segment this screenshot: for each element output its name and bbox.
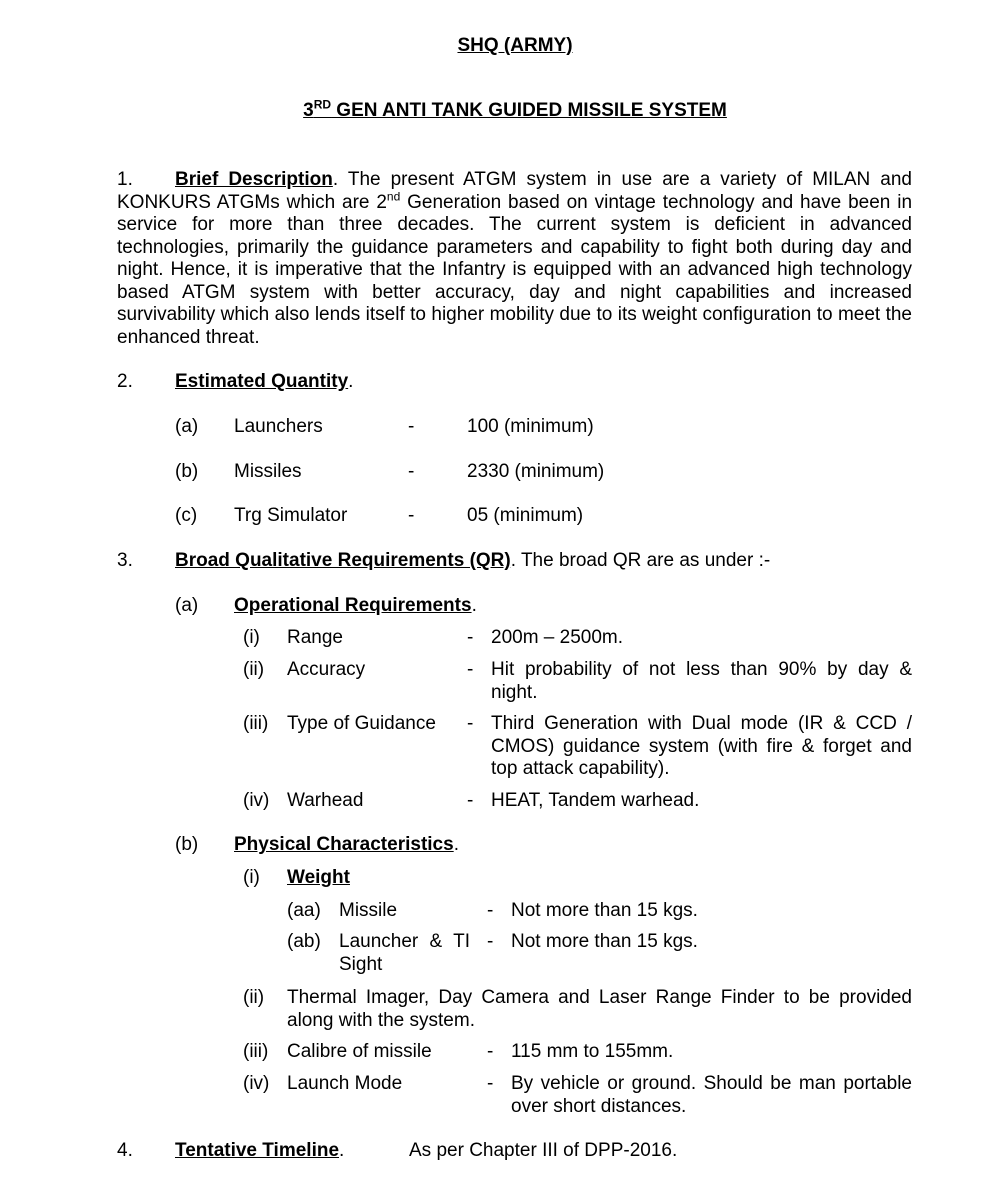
weight-heading: Weight	[287, 867, 350, 888]
op-req-iii-dash: -	[467, 713, 474, 734]
weight-ab-dash: -	[487, 931, 494, 952]
qty-row-b-value: 2330 (minimum)	[467, 461, 605, 482]
op-req-ii-value: Hit probability of not less than 90% by day & night.	[491, 659, 912, 703]
op-req-iv-name: Warhead	[287, 790, 364, 811]
qty-row-b-dash: -	[408, 461, 415, 482]
qty-row-c-label: (c)	[175, 505, 198, 526]
subsection-b-heading	[234, 834, 459, 857]
section-1-heading: Brief Description	[175, 169, 333, 190]
subsection-a-heading-text: Operational Requirements	[234, 595, 472, 616]
section-2-heading	[175, 371, 353, 394]
section-1-sup: nd	[386, 189, 401, 204]
qty-row-c-dash: -	[408, 505, 415, 526]
title-post: GEN ANTI TANK GUIDED MISSILE SYSTEM	[331, 100, 727, 121]
op-req-i-name: Range	[287, 627, 343, 648]
section-4-dot: .	[339, 1140, 345, 1161]
subsection-a-dot: .	[471, 595, 477, 616]
physical-iv-dash: -	[487, 1073, 494, 1094]
subsection-a-heading	[234, 595, 477, 618]
qty-row-a-name: Launchers	[234, 416, 323, 437]
qty-row-b-label: (b)	[175, 461, 199, 482]
physical-iv-name: Launch Mode	[287, 1073, 403, 1094]
weight-aa-value: Not more than 15 kgs.	[511, 900, 698, 921]
section-3-num: 3.	[117, 550, 133, 571]
subsection-b-label: (b)	[175, 834, 199, 855]
weight-label: (i)	[243, 867, 260, 888]
op-req-ii-name: Accuracy	[287, 659, 366, 680]
title-sup: RD	[313, 97, 332, 112]
weight-ab-label: (ab)	[287, 931, 321, 952]
section-4-heading-text: Tentative Timeline	[175, 1140, 340, 1161]
section-4-num: 4.	[117, 1140, 133, 1161]
section-2-num: 2.	[117, 371, 133, 392]
office-heading: SHQ (ARMY)	[457, 35, 573, 56]
physical-iv-value: By vehicle or ground. Should be man portable over short distances.	[511, 1073, 912, 1117]
op-req-i-value: 200m – 2500m.	[491, 627, 624, 648]
op-req-ii-dash: -	[467, 659, 474, 680]
section-1-num: 1.	[117, 169, 133, 190]
section-4-value: As per Chapter III of DPP-2016.	[409, 1140, 678, 1161]
weight-aa-name: Missile	[339, 900, 398, 921]
qty-row-b-name: Missiles	[234, 461, 302, 482]
op-req-iv-value: HEAT, Tandem warhead.	[491, 790, 700, 811]
section-3-heading	[175, 550, 770, 573]
op-req-i-label: (i)	[243, 627, 260, 648]
qty-row-a-dash: -	[408, 416, 415, 437]
section-3-tail: . The broad QR are as under :-	[510, 550, 771, 571]
document-title	[0, 97, 993, 122]
section-1-text-1: The present ATGM system in use are a variety of MILAN and KONKURS ATGMs which are 2	[117, 169, 912, 213]
op-req-iv-dash: -	[467, 790, 474, 811]
op-req-iv-label: (iv)	[243, 790, 270, 811]
section-1-text-2: Generation based on vintage technology and have been in service for more than three decades. The current system is deficient in advanced technologies, primarily the guidance parameters and capability to fight both during day and night. Hence, it is imperative that the Infantry is equipped with an advanced high technology based ATGM system with better accuracy, day and night capabilities and increased survivability which also lends itself to higher mobility due to its weight configuration to meet the enhanced threat.	[117, 191, 913, 348]
physical-iii-value: 115 mm to 155mm.	[511, 1041, 674, 1062]
weight-ab-name: Launcher & TI Sight	[339, 931, 470, 975]
section-2-heading-text: Estimated Quantity	[175, 371, 349, 392]
op-req-ii-label: (ii)	[243, 659, 265, 680]
op-req-iii-name: Type of Guidance	[287, 713, 436, 734]
section-4-heading	[175, 1140, 344, 1163]
weight-aa-dash: -	[487, 900, 494, 921]
weight-aa-label: (aa)	[287, 900, 321, 921]
section-1-dot: .	[332, 169, 339, 190]
subsection-a-label: (a)	[175, 595, 199, 616]
op-req-iii-value: Third Generation with Dual mode (IR & CCD / CMOS) guidance system (with fire & forget and top attack capability).	[491, 713, 912, 779]
physical-iv-label: (iv)	[243, 1073, 270, 1094]
physical-iii-dash: -	[487, 1041, 494, 1062]
physical-ii-label: (ii)	[243, 987, 265, 1008]
op-req-iii-label: (iii)	[243, 713, 269, 734]
weight-ab-value: Not more than 15 kgs.	[511, 931, 698, 952]
section-2-dot: .	[348, 371, 354, 392]
qty-row-a-value: 100 (minimum)	[467, 416, 594, 437]
section-3-heading-text: Broad Qualitative Requirements (QR)	[175, 550, 511, 571]
qty-row-a-label: (a)	[175, 416, 199, 437]
physical-iii-label: (iii)	[243, 1041, 269, 1062]
physical-iii-name: Calibre of missile	[287, 1041, 432, 1062]
title-pre: 3	[303, 100, 314, 121]
qty-row-c-name: Trg Simulator	[234, 505, 348, 526]
qty-row-c-value: 05 (minimum)	[467, 505, 584, 526]
physical-ii-text: Thermal Imager, Day Camera and Laser Range Finder to be provided along with the system.	[287, 987, 912, 1031]
op-req-i-dash: -	[467, 627, 474, 648]
subsection-b-dot: .	[453, 834, 459, 855]
section-1	[117, 169, 912, 349]
subsection-b-heading-text: Physical Characteristics	[234, 834, 454, 855]
